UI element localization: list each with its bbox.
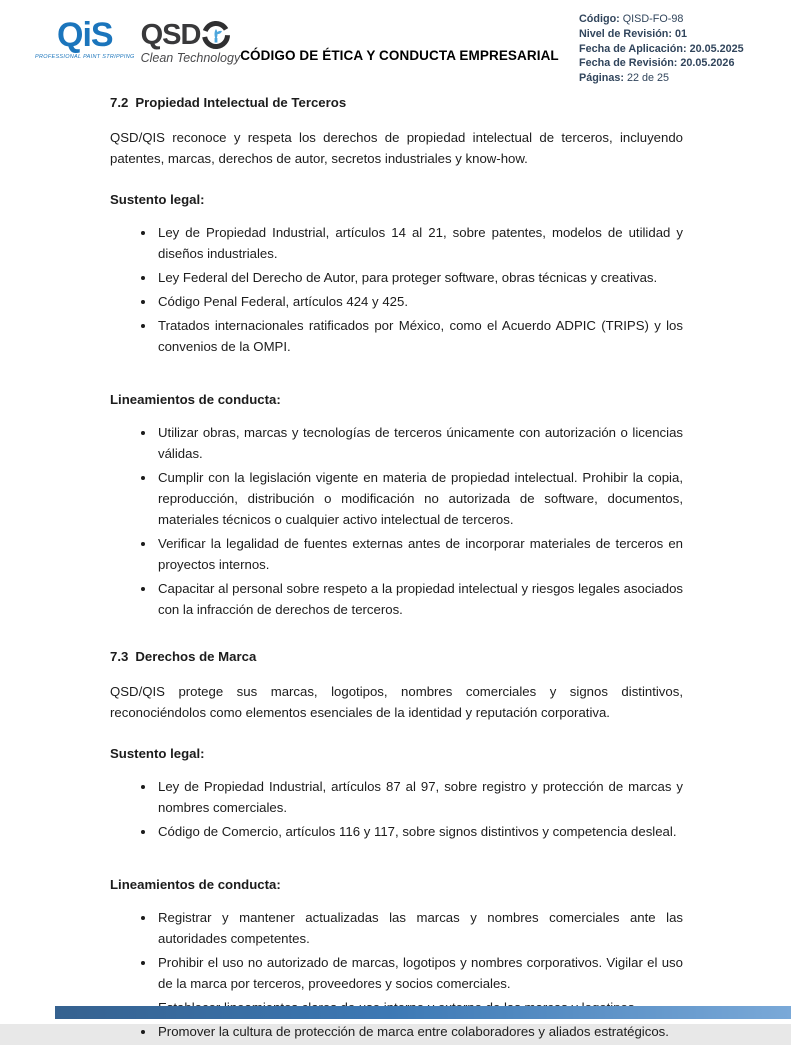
qis-logo-text: QiS <box>57 16 113 54</box>
list-item: • Ley Federal del Derecho de Autor, para proteger software, obras técnicas y creativas. <box>156 267 683 288</box>
list-item: • Capacitar al personal sobre respeto a la propiedad intelectual y riesgos legales asociados con la infracción de derechos de terceros. <box>156 578 683 620</box>
document-body <box>110 92 683 1045</box>
lineamientos-label: Lineamientos de conducta: <box>110 877 281 892</box>
section-heading: 7.3 Derechos de Marca <box>110 649 257 664</box>
list-item: • Verificar la legalidad de fuentes externas antes de incorporar materiales de terceros en proyectos internos. <box>156 533 683 575</box>
lineamientos-label: Lineamientos de conducta: <box>110 392 281 407</box>
list-item: • Prohibir el uso no autorizado de marcas, logotipos y nombres corporativos. Vigilar el uso de la marca por terceros, proveedores y socios comerciales. <box>156 952 683 994</box>
meta-paginas: Páginas: 22 de 25 <box>579 72 670 85</box>
list-item: • Ley de Propiedad Industrial, artículos 87 al 97, sobre registro y protección de marcas y nombres comerciales. <box>156 776 683 818</box>
list-item: • Tratados internacionales ratificados por México, como el Acuerdo ADPIC (TRIPS) y los convenios de la OMPI. <box>156 315 683 357</box>
list-item: • Utilizar obras, marcas y tecnologías de terceros únicamente con autorización o licencias válidas. <box>156 422 683 464</box>
section-7-3 <box>110 646 683 1042</box>
meta-fecha-aplicacion: Fecha de Aplicación: 20.05.2025 <box>579 42 744 55</box>
list-item: • Código Penal Federal, artículos 424 y 425. <box>156 291 683 312</box>
meta-codigo: Código: QISD-FO-98 <box>579 13 684 25</box>
qsd-clean-technology-icon <box>201 20 231 50</box>
meta-nivel-revision: Nivel de Revisión: 01 <box>579 27 688 40</box>
conduct-bullet-list <box>110 422 683 620</box>
sustento-legal-label: Sustento legal: <box>110 746 205 761</box>
qsd-logo-tagline: Clean Technology <box>140 51 241 65</box>
conduct-bullet-list <box>110 907 683 1042</box>
section-7-2 <box>110 92 683 620</box>
list-item: • Ley de Propiedad Industrial, artículos 14 al 21, sobre patentes, modelos de utilidad y diseños industriales. <box>156 222 683 264</box>
qis-logo <box>35 18 135 60</box>
footer-accent-bar <box>55 1006 791 1019</box>
meta-fecha-revision: Fecha de Revisión: 20.05.2026 <box>579 57 735 70</box>
document-title: CÓDIGO DE ÉTICA Y CONDUCTA EMPRESARIAL <box>240 48 559 63</box>
legal-bullet-list <box>110 222 683 357</box>
section-intro-paragraph: QSD/QIS reconoce y respeta los derechos de propiedad intelectual de terceros, incluyendo patentes, marcas, derechos de autor, secretos industriales y know-how. <box>110 130 683 166</box>
document-meta-block <box>579 12 779 86</box>
sustento-legal-label: Sustento legal: <box>110 192 205 207</box>
section-heading: 7.2 Propiedad Intelectual de Terceros <box>110 95 347 110</box>
qis-logo-tagline: PROFESSIONAL PAINT STRIPPING <box>35 54 135 60</box>
list-item: • Registrar y mantener actualizadas las marcas y nombres comerciales ante las autoridades competentes. <box>156 907 683 949</box>
qsd-logo-text: QSD <box>140 19 201 51</box>
list-item: • Promover la cultura de protección de marca entre colaboradores y aliados estratégicos. <box>156 1021 683 1042</box>
page-header <box>35 10 779 86</box>
list-item: • Cumplir con la legislación vigente en materia de propiedad intelectual. Prohibir la copia, reproducción, distribución o modificación no autorizada de software, documentos, materiales técnicos o cualquier activo intelectual de terceros. <box>156 467 683 530</box>
legal-bullet-list <box>110 776 683 842</box>
section-intro-paragraph: QSD/QIS protege sus marcas, logotipos, nombres comerciales y signos distintivos, reconociéndolos como elementos esenciales de la identidad y reputación corporativa. <box>110 684 683 720</box>
list-item: • Código de Comercio, artículos 116 y 117, sobre signos distintivos y competencia desleal. <box>156 821 683 842</box>
logo-group <box>35 10 241 65</box>
